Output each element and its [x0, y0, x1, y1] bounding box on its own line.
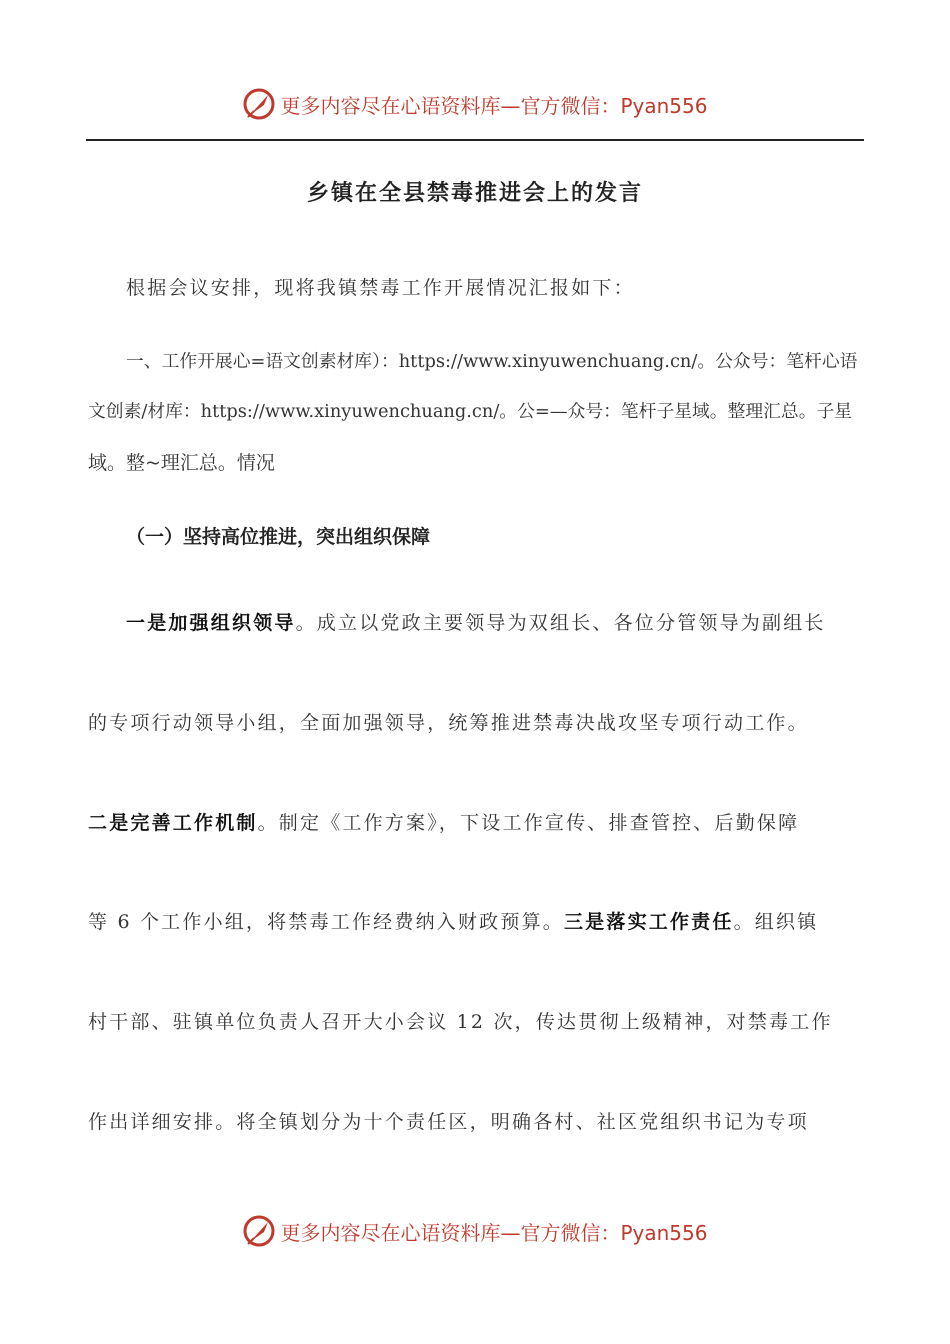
body-line4-text-a: 等 6 个工作小组，将禁毒工作经费纳入财政预算。	[88, 911, 564, 933]
body-line5: 村干部、驻镇单位负责人召开大小会议 12 次，传达贯彻上级精神，对禁毒工作	[88, 1011, 833, 1033]
banner-main: 更多内容尽在心语资料库	[280, 93, 501, 118]
document-title: 乡镇在全县禁毒推进会上的发言	[306, 181, 643, 206]
section1-line3: 域。整~理汇总。情况	[88, 452, 275, 474]
quill-logo-icon	[242, 1214, 276, 1248]
body-line6: 作出详细安排。将全镇划分为十个责任区，明确各村、社区党组织书记为专项	[88, 1111, 809, 1133]
subheading: （一）坚持高位推进，突出组织保障	[126, 526, 431, 548]
body-line1	[126, 608, 862, 635]
point1-label: 一是加强组织领导	[126, 612, 296, 634]
header-banner	[0, 82, 950, 126]
body-line4-text-b: 。组织镇	[733, 911, 819, 933]
banner-separator: —	[500, 1220, 521, 1245]
section1-line1: 一、工作开展心=语文创素材库）：https://www.xinyuwenchuang.cn/。公众号：笔杆心语	[126, 351, 858, 372]
intro-paragraph: 根据会议安排，现将我镇禁毒工作开展情况汇报如下：	[126, 277, 635, 299]
banner-text	[280, 1217, 707, 1246]
quill-logo-icon	[242, 87, 276, 121]
footer-banner	[0, 1209, 950, 1253]
header-rule	[86, 139, 864, 141]
point2-label: 二是完善工作机制	[88, 812, 258, 834]
body-line2: 的专项行动领导小组，全面加强领导，统筹推进禁毒决战攻坚专项行动工作。	[88, 712, 809, 734]
banner-wechat: 官方微信：Pyan556	[520, 93, 708, 118]
banner-separator: —	[500, 93, 521, 118]
banner-text	[280, 90, 707, 119]
banner-main: 更多内容尽在心语资料库	[280, 1220, 501, 1245]
body-line4	[88, 907, 862, 934]
body-line1-text: 。成立以党政主要领导为双组长、各位分管领导为副组长	[295, 612, 826, 634]
point3-label: 三是落实工作责任	[563, 911, 734, 933]
section1-line2: 文创素/材库：https://www.xinyuwenchuang.cn/。公=—众号：笔杆子星域。整理汇总。子星	[88, 401, 853, 422]
body-line3-text: 。制定《工作方案》，下设工作宣传、排查管控、后勤保障	[257, 812, 800, 834]
banner-wechat: 官方微信：Pyan556	[520, 1220, 708, 1245]
body-line3	[88, 808, 862, 835]
